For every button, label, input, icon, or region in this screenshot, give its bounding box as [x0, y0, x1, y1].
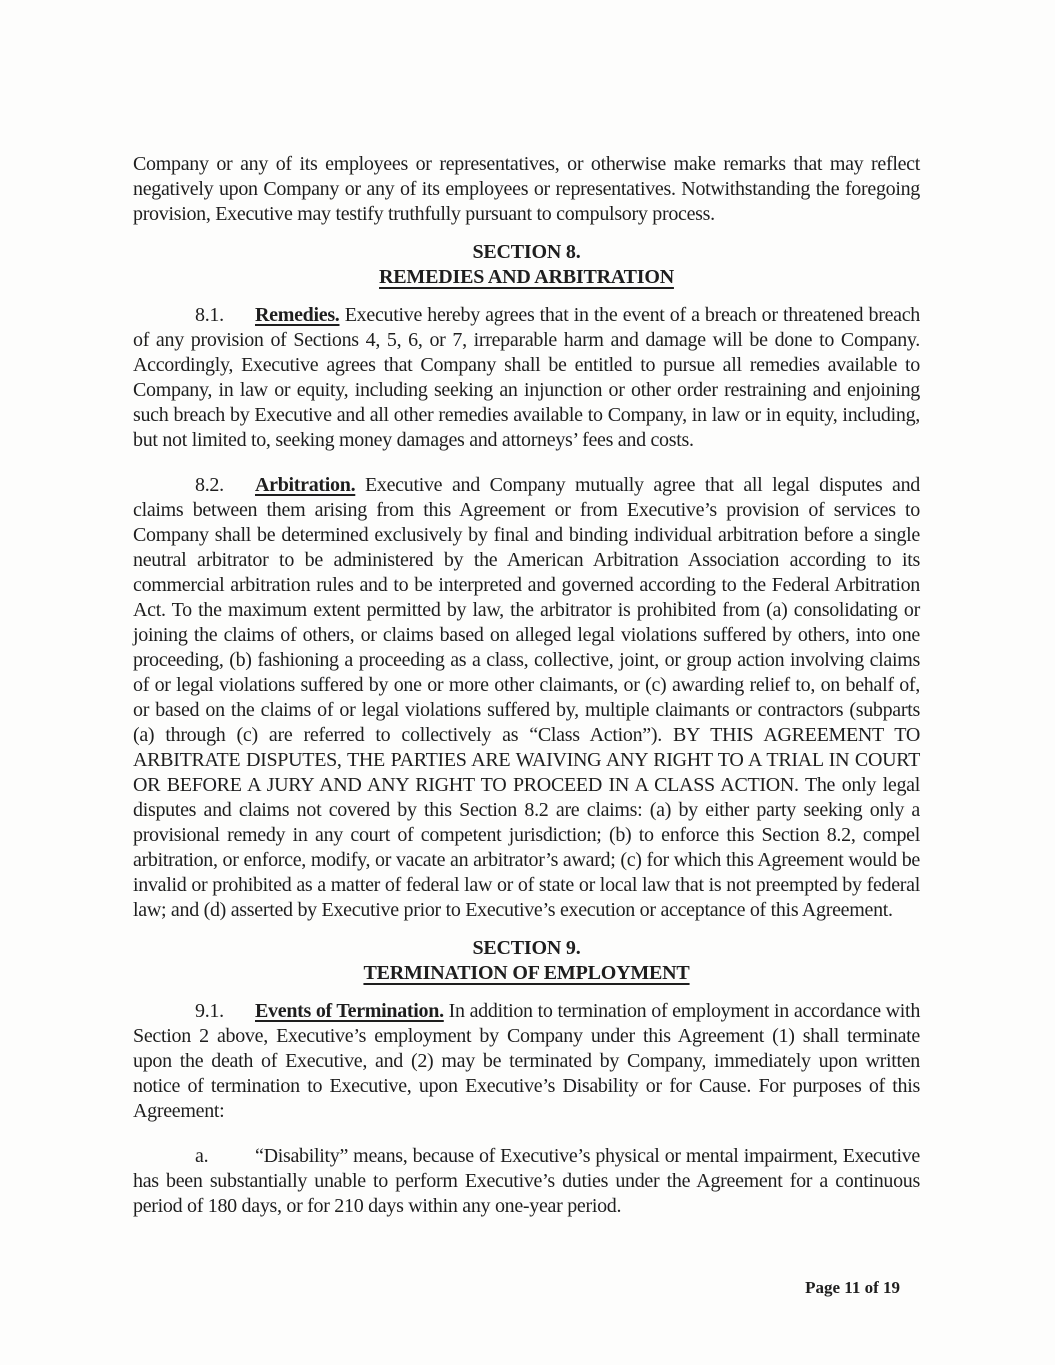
clause-8-1-number: 8.1. — [195, 304, 224, 326]
clause-8-2-body: Executive and Company mutually agree that all legal disputes and claims between them arising from this Agreement or from Executive’s provision of services to Company shall be determined exclusively by final and binding individual arbitration before a single neutral arbitrator to be administered by the American Arbitration Association according to its commercial arbitration rules and to be interpreted and governed according to the Federal Arbitration Act. To the maximum extent permitted by law, the arbitrator is prohibited from (a) consolidating or joining the claims of others, or claims based on alleged legal violations suffered by others, into one proceeding, (b) fashioning a proceeding as a class, collective, joint, or group action involving claims of or legal violations suffered by one or more other claimants, or (c) awarding relief to, on behalf of, or based on the claims of or legal violations suffered by, multiple claimants or contractors (subparts (a) through (c) are referred to collectively as “Class Action”). BY THIS AGREEMENT TO ARBITRATE DISPUTES, THE PARTIES ARE WAIVING ANY RIGHT TO A TRIAL IN COURT OR BEFORE A JURY AND ANY RIGHT TO PROCEED IN A CLASS ACTION. The only legal disputes and claims not covered by this Section 8.2 are claims: (a) by either party seeking only a provisional remedy in any court of competent jurisdiction; (b) to enforce this Section 8.2, compel arbitration, or enforce, modify, or vacate an arbitrator’s award; (c) for which this Agreement would be invalid or prohibited as a matter of federal law or of state or local law that is not preempted by federal law; and (d) asserted by Executive prior to Executive’s execution or acceptance of this Agreement. — [133, 474, 921, 921]
section-9-number-line: SECTION 9. — [472, 937, 581, 959]
clause-9-1-number: 9.1. — [195, 1000, 224, 1022]
clause-9-1-title: Events of Termination. — [255, 1000, 444, 1022]
clause-9-1 — [133, 999, 920, 1124]
clause-8-2-number: 8.2. — [195, 474, 224, 496]
section-8-title-line: REMEDIES AND ARBITRATION — [379, 266, 674, 288]
subclause-a-number: a. — [195, 1145, 209, 1167]
content-area — [133, 152, 920, 1219]
clause-8-2 — [133, 473, 920, 923]
section-8-number-line: SECTION 8. — [472, 241, 581, 263]
clause-8-1-body: Executive hereby agrees that in the event of a breach or threatened breach of any provision of Sections 4, 5, 6, or 7, irreparable harm and damage will be done to Company. Accordingly, Executive agrees that Company shall be entitled to pursue all remedies available to Company, in law or equity, including seeking an injunction or other order restraining and enjoining such breach by Executive and all other remedies available to Company, in law or in equity, including, but not limited to, seeking money damages and attorneys’ fees and costs. — [133, 304, 921, 451]
clause-8-1 — [133, 303, 920, 453]
page-number: Page 11 of 19 — [805, 1278, 900, 1297]
subclause-a-body: “Disability” means, because of Executive’s physical or mental impairment, Executive has been substantially unable to perform Executive’s duties under the Agreement for a continuous period of 180 days, or for 210 days within any one-year period. — [133, 1145, 920, 1217]
intro-paragraph: Company or any of its employees or representatives, or otherwise make remarks that may reflect negatively upon Company or any of its employees or representatives. Notwithstanding the foregoing provision, Executive may testify truthfully pursuant to compulsory process. — [133, 153, 920, 225]
subclause-a — [133, 1144, 920, 1219]
section-8-heading — [133, 240, 920, 290]
clause-9-1-body: In addition to termination of employment in accordance with Section 2 above, Executive’s employment by Company under this Agreement (1) shall terminate upon the death of Executive, and (2) may be terminated by Company, immediately upon written notice of termination to Executive, upon Executive’s Disability or for Cause. For purposes of this Agreement: — [133, 1000, 921, 1122]
section-9-title-line: TERMINATION OF EMPLOYMENT — [363, 962, 690, 984]
clause-8-1-title: Remedies. — [255, 304, 340, 326]
section-9-heading — [133, 936, 920, 986]
clause-8-2-title: Arbitration. — [255, 474, 356, 496]
